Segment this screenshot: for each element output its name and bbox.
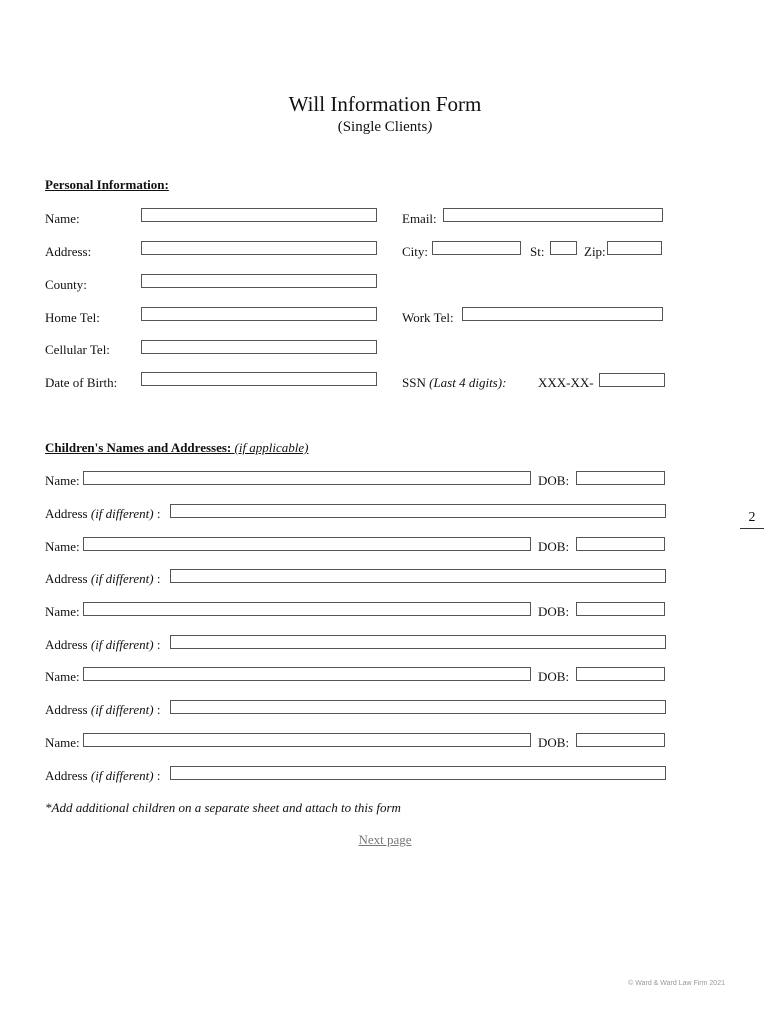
personal-info-heading: Personal Information: — [45, 177, 169, 192]
child-1-address-field[interactable] — [170, 504, 666, 518]
name-field[interactable] — [141, 208, 377, 222]
child-4-name-label: Name: — [45, 669, 80, 684]
city-label: City: — [402, 244, 429, 259]
child-4-address-field[interactable] — [170, 700, 666, 714]
child-3-name-field[interactable] — [83, 602, 531, 616]
zip-label: Zip: — [584, 244, 606, 259]
address-colon: : — [156, 571, 161, 586]
name-label: Name: — [45, 211, 80, 226]
child-3-address-field[interactable] — [170, 635, 666, 649]
ssn-field[interactable] — [599, 373, 665, 387]
page-number: 2 — [740, 510, 764, 529]
county-field[interactable] — [141, 274, 377, 288]
child-5-name-field[interactable] — [83, 733, 531, 747]
ssn-note: (Last 4 digits): — [429, 375, 507, 390]
address-colon: : — [156, 768, 161, 783]
state-label: St: — [530, 244, 545, 259]
email-label: Email: — [402, 211, 437, 226]
address-note: (if different) — [90, 571, 154, 586]
copyright-text: © Ward & Ward Law Firm 2021 — [628, 980, 725, 987]
children-heading-text: Children's Names and Addresses: — [45, 440, 232, 455]
form-subtitle — [0, 119, 770, 136]
children-heading — [45, 440, 309, 456]
child-3-address-label — [45, 637, 160, 653]
child-1-dob-label: DOB: — [538, 473, 570, 488]
child-5-dob-field[interactable] — [576, 733, 665, 747]
form-title: Will Information Form — [288, 92, 482, 116]
dob-label: Date of Birth: — [45, 375, 118, 390]
child-5-dob-label: DOB: — [538, 735, 570, 750]
address-note: (if different) — [90, 506, 154, 521]
address-note: (if different) — [90, 768, 154, 783]
child-5-name-label: Name: — [45, 735, 80, 750]
address-colon: : — [156, 637, 161, 652]
work-tel-label: Work Tel: — [402, 310, 454, 325]
home-tel-label: Home Tel: — [45, 310, 100, 325]
address-label-text: Address — [45, 637, 88, 652]
child-4-dob-field[interactable] — [576, 667, 665, 681]
subtitle-text: (Single Clients — [337, 119, 428, 135]
child-1-name-field[interactable] — [83, 471, 531, 485]
address-label-text: Address — [45, 702, 88, 717]
child-2-name-label: Name: — [45, 539, 80, 554]
address-field[interactable] — [141, 241, 377, 255]
additional-children-note: *Add additional children on a separate sheet and attach to this form — [45, 800, 401, 815]
work-tel-field[interactable] — [462, 307, 663, 321]
child-2-dob-label: DOB: — [538, 539, 570, 554]
child-2-dob-field[interactable] — [576, 537, 665, 551]
next-page-link[interactable]: Next page — [358, 832, 412, 847]
child-4-dob-label: DOB: — [538, 669, 570, 684]
ssn-label — [402, 375, 506, 391]
cell-tel-label: Cellular Tel: — [45, 342, 110, 357]
city-field[interactable] — [432, 241, 521, 255]
address-label-text: Address — [45, 768, 88, 783]
county-label: County: — [45, 277, 87, 292]
children-heading-note: (if applicable) — [234, 440, 309, 455]
child-1-dob-field[interactable] — [576, 471, 665, 485]
address-colon: : — [156, 702, 161, 717]
child-4-address-label — [45, 702, 160, 718]
child-3-dob-label: DOB: — [538, 604, 570, 619]
address-label-text: Address — [45, 571, 88, 586]
dob-field[interactable] — [141, 372, 377, 386]
child-2-address-field[interactable] — [170, 569, 666, 583]
address-note: (if different) — [90, 637, 154, 652]
child-1-name-label: Name: — [45, 473, 80, 488]
child-3-dob-field[interactable] — [576, 602, 665, 616]
subtitle-close: ) — [427, 119, 433, 135]
child-1-address-label — [45, 506, 160, 522]
child-2-address-label — [45, 571, 160, 587]
zip-field[interactable] — [607, 241, 662, 255]
child-3-name-label: Name: — [45, 604, 80, 619]
ssn-label-text: SSN — [402, 375, 426, 390]
state-field[interactable] — [550, 241, 577, 255]
child-5-address-label — [45, 768, 160, 784]
address-note: (if different) — [90, 702, 154, 717]
email-field[interactable] — [443, 208, 663, 222]
child-4-name-field[interactable] — [83, 667, 531, 681]
child-5-address-field[interactable] — [170, 766, 666, 780]
child-2-name-field[interactable] — [83, 537, 531, 551]
address-colon: : — [156, 506, 161, 521]
home-tel-field[interactable] — [141, 307, 377, 321]
address-label-text: Address — [45, 506, 88, 521]
address-label: Address: — [45, 244, 92, 259]
ssn-prefix: XXX-XX- — [538, 375, 594, 390]
cell-tel-field[interactable] — [141, 340, 377, 354]
